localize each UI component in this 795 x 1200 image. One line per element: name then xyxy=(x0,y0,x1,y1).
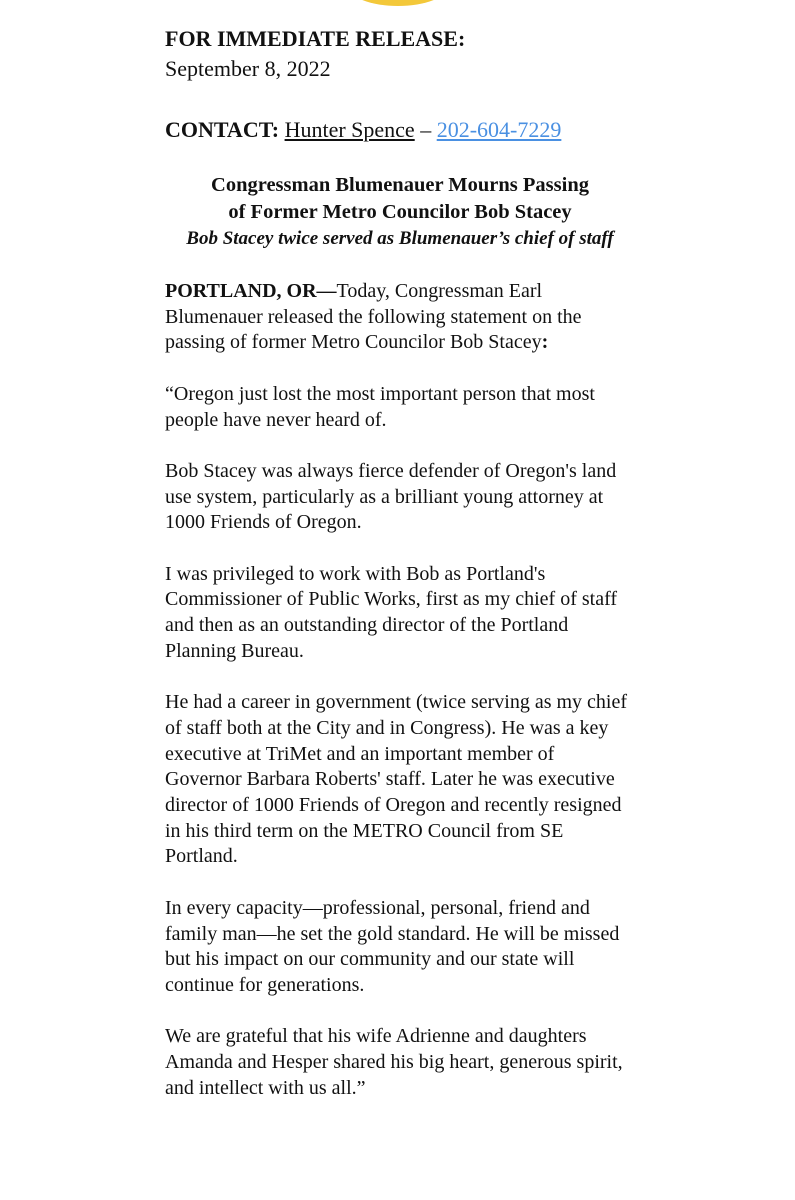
headline xyxy=(165,172,635,226)
subheadline: Bob Stacey twice served as Blumenauer’s chief of staff xyxy=(186,228,614,249)
contact-phone-link[interactable]: 202-604-7229 xyxy=(436,117,562,142)
statement-paragraph-6: We are grateful that his wife Adrienne and daughters Amanda and Hesper shared his big heart, generous spirit, and intellect with us all.” xyxy=(165,1025,623,1099)
release-date: September 8, 2022 xyxy=(165,56,331,81)
headline-line-2: of Former Metro Councilor Bob Stacey xyxy=(228,201,572,223)
statement-paragraph-4: He had a career in government (twice serving as my chief of staff both at the City and in Congress). He was a key executive at TriMet and an important member of Governor Barbara Roberts' staff. Later he was executive director of 1000 Friends of Oregon and recently resigned in his third term on the METRO Council from SE Portland. xyxy=(165,691,628,868)
intro-colon: : xyxy=(541,331,549,354)
intro-paragraph xyxy=(165,279,635,356)
seal-logo-edge xyxy=(348,0,448,6)
statement-paragraph-3: I was privileged to work with Bob as Portland's Commissioner of Public Works, first as my chief of staff and then as an outstanding director of the Portland Planning Bureau. xyxy=(165,562,618,662)
statement-paragraph-5: In every capacity—professional, personal, friend and family man—he set the gold standard. He will be missed but his impact on our community and our state will continue for generations. xyxy=(165,896,620,996)
statement-paragraph-2: Bob Stacey was always fierce defender of Oregon's land use system, particularly as a brilliant young attorney at 1000 Friends of Oregon. xyxy=(165,459,617,534)
statement-paragraph-1: “Oregon just lost the most important person that most people have never heard of. xyxy=(165,382,595,431)
press-release xyxy=(165,24,635,1101)
contact-line xyxy=(165,115,635,145)
headline-line-1: Congressman Blumenauer Mourns Passing xyxy=(211,174,589,196)
dateline: PORTLAND, OR— xyxy=(165,280,337,302)
contact-label: CONTACT: xyxy=(165,117,280,142)
contact-separator: – xyxy=(414,117,437,142)
contact-name-link[interactable]: Hunter Spence xyxy=(284,117,415,142)
release-label: FOR IMMEDIATE RELEASE: xyxy=(165,26,466,51)
intro-text: Today, Congressman Earl Blumenauer released the following statement on the passing of former Metro Councilor Bob Stacey xyxy=(165,280,582,354)
